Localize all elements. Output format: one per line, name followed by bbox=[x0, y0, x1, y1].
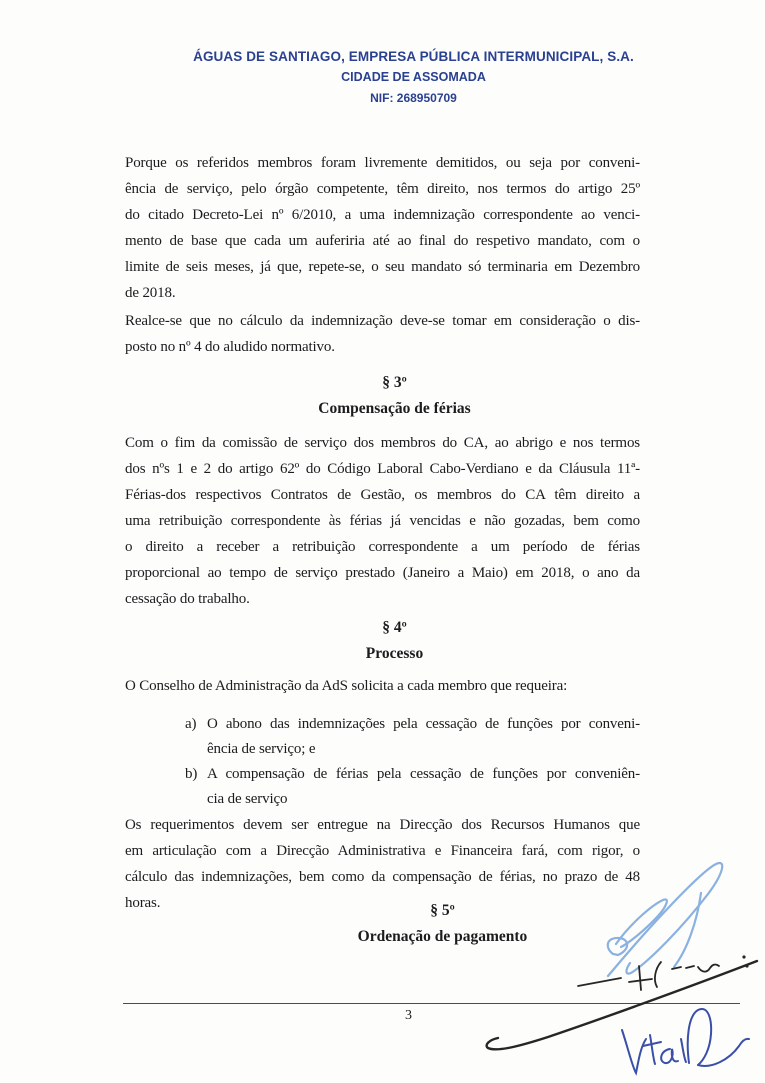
section-3-heading bbox=[137, 370, 652, 422]
paragraph-3 bbox=[125, 430, 640, 612]
letterhead bbox=[31, 46, 765, 109]
text-line: Porque os referidos membros foram livremente demitidos, ou seja por conveni- bbox=[125, 155, 640, 171]
section-5-number: § 5º bbox=[430, 902, 455, 919]
text-line: O abono das indemnizações pela cessação de funções por conveni- bbox=[207, 716, 640, 732]
text-line: A compensação de férias pela cessação de funções por conveniên- bbox=[207, 766, 640, 782]
section-4-title: Processo bbox=[365, 645, 424, 662]
text-line: Realce-se que no cálculo da indemnização deve-se tomar em consideração o dis- bbox=[125, 313, 640, 329]
section-3-number: § 3º bbox=[382, 374, 407, 391]
list-item-marker: b) bbox=[185, 766, 198, 782]
text-line: dos nºs 1 e 2 do artigo 62º do Código Laboral Cabo-Verdiano e da Cláusula 11ª- bbox=[125, 461, 640, 477]
text-line: Com o fim da comissão de serviço dos membros do CA, ao abrigo e nos termos bbox=[125, 435, 640, 451]
paragraph-4 bbox=[125, 673, 640, 699]
text-line: do citado Decreto-Lei nº 6/2010, a uma indemnização correspondente ao venci- bbox=[125, 207, 640, 223]
text-line: cia de serviço bbox=[207, 791, 288, 807]
requirements-list bbox=[125, 712, 640, 812]
section-4-heading bbox=[137, 615, 652, 667]
diagonal-pen-stroke-icon bbox=[487, 961, 757, 1049]
company-city: CIDADE DE ASSOMADA bbox=[341, 70, 486, 84]
text-line: cessação do trabalho. bbox=[125, 591, 250, 607]
text-line: cálculo das indemnizações, bem como da compensação de férias, no prazo de 48 bbox=[125, 869, 640, 885]
text-line: posto no nº 4 do aludido normativo. bbox=[125, 339, 335, 355]
text-line: Os requerimentos devem ser entregue na Direcção dos Recursos Humanos que bbox=[125, 817, 640, 833]
list-item bbox=[185, 762, 640, 812]
list-item-text bbox=[207, 762, 640, 812]
section-5-heading bbox=[185, 898, 700, 950]
text-line: de 2018. bbox=[125, 285, 176, 301]
section-4-number: § 4º bbox=[382, 619, 407, 636]
text-line: ência de serviço; e bbox=[207, 741, 316, 757]
text-line: ência de serviço, pelo órgão competente, têm direito, nos termos do artigo 25º bbox=[125, 181, 640, 197]
paragraph-2 bbox=[125, 308, 640, 360]
footer-rule bbox=[123, 1003, 740, 1004]
text-line: o direito a receber a retribuição correspondente a um período de férias bbox=[125, 539, 640, 555]
list-item-text bbox=[207, 712, 640, 762]
list-item-marker: a) bbox=[185, 716, 197, 732]
list-item bbox=[185, 712, 640, 762]
text-line: limite de seis meses, já que, repete-se, o seu mandato só terminaria em Dezembro bbox=[125, 259, 640, 275]
text-line: uma retribuição correspondente às férias já vencidas e não gozadas, bem como bbox=[125, 513, 640, 529]
text-line: Férias-dos respectivos Contratos de Gestão, os membros do CA têm direito a bbox=[125, 487, 640, 503]
text-line: O Conselho de Administração da AdS solicita a cada membro que requeira: bbox=[125, 678, 568, 694]
text-line: proporcional ao tempo de serviço prestado (Janeiro a Maio) em 2018, o ano da bbox=[125, 565, 640, 581]
section-3-title: Compensação de férias bbox=[318, 400, 471, 417]
paragraph-1 bbox=[125, 150, 640, 306]
text-line: horas. bbox=[125, 895, 161, 911]
company-name: ÁGUAS DE SANTIAGO, EMPRESA PÚBLICA INTERMUNICIPAL, S.A. bbox=[193, 49, 634, 64]
text-line: mento de base que cada um auferiria até ao final do respetivo mandato, com o bbox=[125, 233, 640, 249]
section-5-title: Ordenação de pagamento bbox=[357, 928, 528, 945]
page-number: 3 bbox=[405, 1008, 412, 1023]
company-nif: NIF: 268950709 bbox=[370, 91, 457, 105]
text-line: em articulação com a Direcção Administrativa e Financeira fará, com rigor, o bbox=[125, 843, 640, 859]
